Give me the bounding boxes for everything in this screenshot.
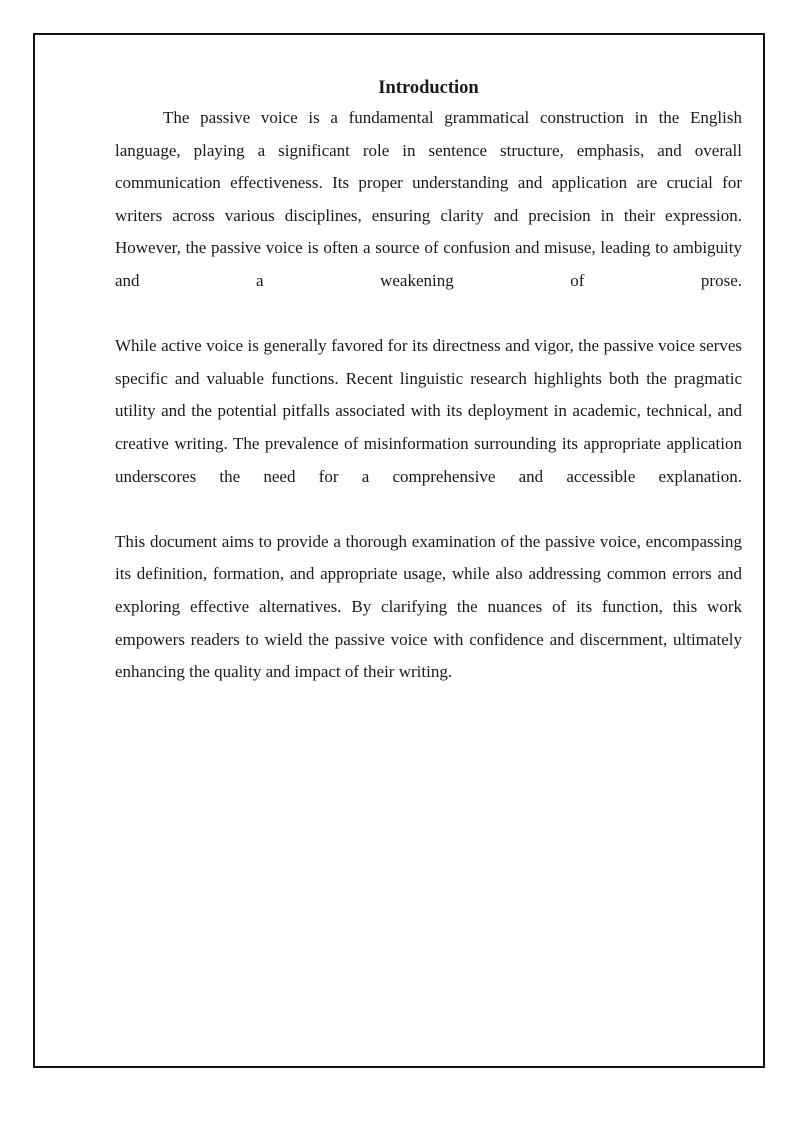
paragraph-3: This document aims to provide a thorough examination of the passive voice, encompassing its definition, formation, and appropriate usage, while also addressing common errors and exploring effective alternatives. By clarifying the nuances of its function, this work empowers readers to wield the passive voice with confidence and discernment, ultimately enhancing the quality and impact of their writing. (115, 531, 742, 682)
paragraph-2: While active voice is generally favored for its directness and vigor, the passive voice serves specific and valuable functions. Recent linguistic research highlights both the pragmatic utility and the potential pitfalls associated with its deployment in academic, technical, and creative writing. The prevalence of misinformation surrounding its appropriate application underscores the need for a comprehensive and accessible explanation. (115, 336, 742, 486)
paragraph-spacer (115, 493, 742, 526)
document-body (115, 76, 742, 689)
paragraph-spacer (115, 298, 742, 331)
page-title: Introduction (378, 78, 479, 98)
paragraph-1: The passive voice is a fundamental grammatical construction in the English language, playing a significant role in sentence structure, emphasis, and overall communication effectiveness. Its proper understanding and application are crucial for writers across various disciplines, ensuring clarity and precision in their expression. However, the passive voice is often a source of confusion and misuse, leading to ambiguity and a weakening of prose. (115, 108, 742, 290)
